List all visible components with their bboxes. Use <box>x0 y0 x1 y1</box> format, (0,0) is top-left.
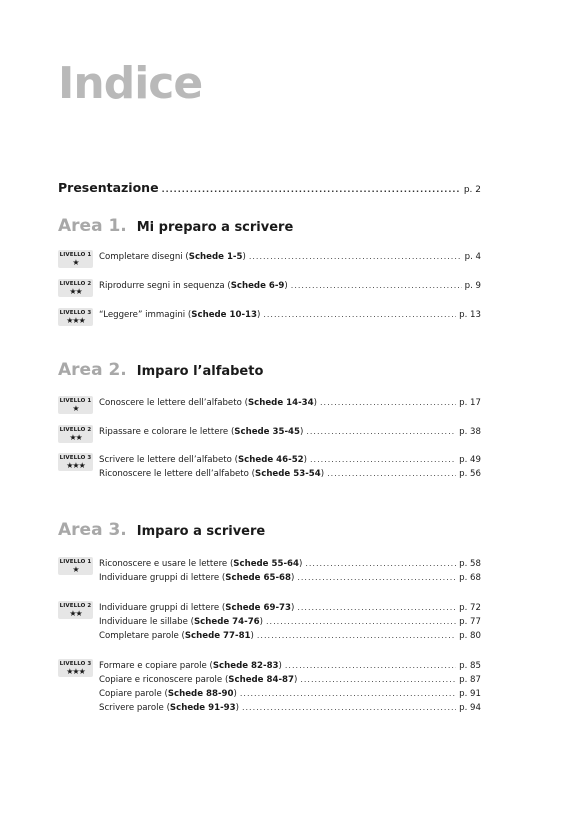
dot-leader <box>242 701 456 715</box>
toc-entry[interactable] <box>99 601 481 615</box>
dot-leader <box>310 453 456 467</box>
dot-leader <box>305 557 456 571</box>
area-1-level-2-group <box>58 279 481 296</box>
toc-entry[interactable] <box>99 571 481 585</box>
level-label: LIVELLO 2 <box>59 281 92 287</box>
entry-schede: Schede 53-54 <box>255 469 321 479</box>
area-1-label: Area 1. <box>58 216 127 236</box>
entry-schede: Schede 82-83 <box>212 661 279 671</box>
entry-title: Individuare gruppi di lettere ( <box>99 573 226 583</box>
dot-leader <box>291 279 462 293</box>
toc-entry[interactable] <box>99 250 481 264</box>
level-label: LIVELLO 1 <box>59 252 92 258</box>
toc-entry[interactable] <box>99 467 481 481</box>
area-2-heading <box>58 360 263 380</box>
level-badge <box>58 396 93 414</box>
level-label: LIVELLO 2 <box>59 603 92 609</box>
area-2-level-1-group <box>58 396 481 413</box>
entry-schede: Schede 69-73 <box>225 603 291 613</box>
entry-close: ) <box>293 675 298 685</box>
area-3-level-1-group <box>58 557 481 585</box>
dot-leader <box>240 687 456 701</box>
area-1-heading <box>58 216 293 236</box>
entry-schede: Schede 35-45 <box>234 427 300 437</box>
entry-close: ) <box>235 703 239 713</box>
entry-title: Scrivere parole ( <box>99 703 170 713</box>
level-badge <box>58 659 93 677</box>
area-2-label: Area 2. <box>58 360 127 380</box>
entry-page: p. 87 <box>459 675 481 685</box>
entry-schede: Schede 91-93 <box>169 703 236 713</box>
toc-entry[interactable] <box>99 615 481 629</box>
toc-entry[interactable] <box>99 279 481 293</box>
toc-entry[interactable] <box>99 673 481 687</box>
entry-title: Riconoscere le lettere dell’alfabeto ( <box>99 469 256 479</box>
level-badge <box>58 279 93 297</box>
entry-schede: Schede 77-81 <box>184 631 251 641</box>
level-label: LIVELLO 1 <box>59 559 92 565</box>
dot-leader <box>297 601 456 615</box>
entry-close: ) <box>284 281 288 291</box>
star-icon: ★★ <box>69 609 82 618</box>
toc-entry[interactable] <box>99 659 481 673</box>
area-3-title: Imparo a scrivere <box>136 524 266 539</box>
toc-entry[interactable] <box>99 308 481 322</box>
entry-page: p. 94 <box>459 703 481 713</box>
dot-leader <box>249 250 462 264</box>
toc-entry[interactable] <box>99 557 481 571</box>
toc-entry[interactable] <box>99 453 481 467</box>
entry-title: Ripassare e colorare le lettere ( <box>99 427 235 437</box>
entry-close: ) <box>250 631 254 641</box>
presentazione-page: p. 2 <box>463 185 481 195</box>
level-label: LIVELLO 2 <box>59 427 92 433</box>
entry-page: p. 58 <box>459 559 481 569</box>
star-icon: ★ <box>72 258 79 267</box>
toc-entry[interactable] <box>99 425 481 439</box>
toc-entry[interactable] <box>99 396 481 410</box>
level-label: LIVELLO 1 <box>59 398 92 404</box>
area-3-label: Area 3. <box>58 520 127 540</box>
level-label: LIVELLO 3 <box>59 455 92 461</box>
entry-title: Riconoscere e usare le lettere ( <box>99 559 234 569</box>
toc-entry[interactable] <box>99 629 481 643</box>
entry-page: p. 80 <box>459 631 481 641</box>
dot-leader <box>297 571 456 585</box>
level-badge <box>58 557 93 575</box>
entry-page: p. 38 <box>459 427 481 437</box>
area-3-level-2-group <box>58 601 481 643</box>
entry-close: ) <box>259 617 264 627</box>
entry-close: ) <box>298 559 303 569</box>
entry-title: “Leggere” immagini ( <box>99 310 192 320</box>
level-badge <box>58 453 93 471</box>
area-2-title: Imparo l’alfabeto <box>136 364 264 379</box>
entry-page: p. 77 <box>459 617 481 627</box>
entry-schede: Schede 84-87 <box>228 675 294 685</box>
entry-schede: Schede 65-68 <box>225 573 291 583</box>
entry-close: ) <box>242 252 246 262</box>
dot-leader <box>320 396 456 410</box>
entry-page: p. 91 <box>459 689 481 699</box>
area-1-title: Mi preparo a scrivere <box>136 220 294 235</box>
entry-schede: Schede 6-9 <box>230 281 285 291</box>
area-2-level-2-group <box>58 425 481 442</box>
area-3-level-3-group <box>58 659 481 715</box>
entry-page: p. 72 <box>459 603 481 613</box>
toc-entry[interactable] <box>99 687 481 701</box>
entry-schede: Schede 10-13 <box>191 310 257 320</box>
level-badge <box>58 425 93 443</box>
dot-leader <box>306 425 456 439</box>
star-icon: ★ <box>72 404 79 413</box>
entry-page: p. 13 <box>459 310 481 320</box>
dot-leader <box>300 673 456 687</box>
entry-close: ) <box>278 661 282 671</box>
entry-title: Copiare e riconoscere parole ( <box>99 675 229 685</box>
entry-close: ) <box>256 310 261 320</box>
entry-title: Scrivere le lettere dell’alfabeto ( <box>99 455 238 465</box>
entry-page: p. 49 <box>459 455 481 465</box>
level-badge <box>58 308 93 326</box>
entry-close: ) <box>303 455 308 465</box>
entry-title: Conoscere le lettere dell’alfabeto ( <box>99 398 248 408</box>
entry-page: p. 85 <box>459 661 481 671</box>
star-icon: ★★★ <box>66 667 85 676</box>
page-title: Indice <box>58 58 203 109</box>
entry-close: ) <box>290 573 295 583</box>
entry-schede: Schede 88-90 <box>167 689 234 699</box>
entry-schede: Schede 46-52 <box>237 455 304 465</box>
entry-title: Riprodurre segni in sequenza ( <box>99 281 231 291</box>
star-icon: ★★★ <box>66 316 85 325</box>
toc-entry-presentazione[interactable] <box>58 180 481 195</box>
dot-leader <box>285 659 456 673</box>
dot-leader <box>327 467 456 481</box>
entry-schede: Schede 74-76 <box>193 617 260 627</box>
entry-schede: Schede 1-5 <box>188 252 243 262</box>
dot-leader <box>162 185 461 194</box>
entry-title: Copiare parole ( <box>99 689 168 699</box>
entry-page: p. 9 <box>464 281 481 291</box>
level-label: LIVELLO 3 <box>59 310 92 316</box>
star-icon: ★ <box>72 565 79 574</box>
entry-title: Individuare le sillabe ( <box>99 617 194 627</box>
dot-leader <box>257 629 456 643</box>
entry-title: Formare e copiare parole ( <box>99 661 213 671</box>
entry-schede: Schede 55-64 <box>233 559 299 569</box>
area-1-level-3-group <box>58 308 481 325</box>
area-1-level-1-group <box>58 250 481 267</box>
area-2-level-3-group <box>58 453 481 481</box>
entry-page: p. 56 <box>459 469 481 479</box>
star-icon: ★★★ <box>66 461 85 470</box>
entry-close: ) <box>313 398 317 408</box>
entry-page: p. 17 <box>459 398 481 408</box>
toc-entry[interactable] <box>99 701 481 715</box>
level-badge <box>58 601 93 619</box>
star-icon: ★★ <box>69 433 82 442</box>
level-label: LIVELLO 3 <box>59 661 92 667</box>
entry-page: p. 68 <box>459 573 481 583</box>
area-3-heading <box>58 520 265 540</box>
entry-close: ) <box>233 689 237 699</box>
entry-schede: Schede 14-34 <box>247 398 314 408</box>
dot-leader <box>266 615 456 629</box>
dot-leader <box>263 308 456 322</box>
entry-title: Completare parole ( <box>99 631 185 641</box>
entry-title: Completare disegni ( <box>99 252 189 262</box>
entry-close: ) <box>299 427 304 437</box>
entry-title: Individuare gruppi di lettere ( <box>99 603 226 613</box>
entry-close: ) <box>320 469 325 479</box>
entry-close: ) <box>290 603 295 613</box>
star-icon: ★★ <box>69 287 82 296</box>
level-badge <box>58 250 93 268</box>
presentazione-label: Presentazione <box>58 180 159 195</box>
entry-page: p. 4 <box>464 252 481 262</box>
